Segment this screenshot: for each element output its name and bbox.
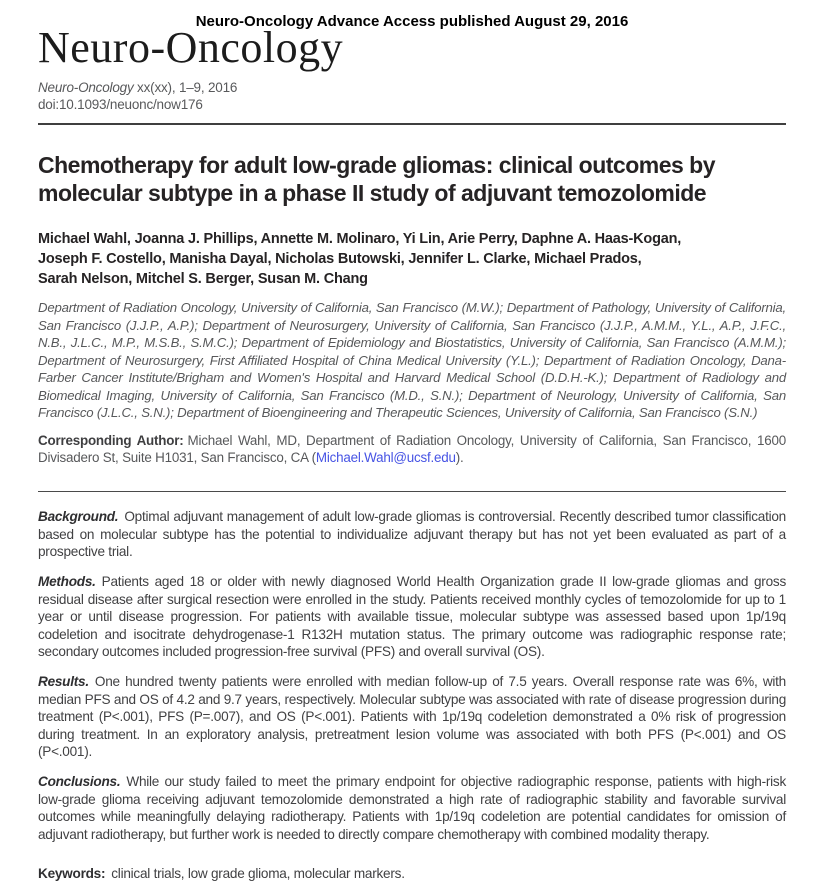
author-line: Sarah Nelson, Mitchel S. Berger, Susan M. Chang: [38, 271, 368, 287]
abstract-divider: [38, 491, 786, 492]
keywords-line: [38, 865, 786, 882]
abstract-section-conclusions: [38, 773, 786, 843]
corresponding-author-text-end: ).: [455, 450, 464, 466]
corresponding-author-label: Corresponding Author:: [38, 432, 184, 448]
affiliations: Department of Radiation Oncology, University of California, San Francisco (M.W.); Department of Pathology, University of California, San Francisco (J.J.P., A.P.); Department of Neurosurgery, University of California, San Francisco (J.J.P., A.M.M., Y.L., A.P., J.F.C., N.B., J.L.C., M.P., M.S.B., S.M.C.); Department of Epidemiology and Biostatistics, University of California, San Francisco (A.M.M.); Department of Neurosurgery, First Affiliated Hospital of China Medical University (Y.L.); Department of Radiation Oncology, Dana-Farber Cancer Institute/Brigham and Women's Hospital and Harvard Medical School (D.D.H.-K.); Department of Radiology and Biomedical Imaging, University of California, San Francisco (M.D., S.N.); Department of Neurology, University of California, San Francisco (J.L.C., S.N.); Department of Bioengineering and Therapeutic Sciences, University of California, San Francisco (S.N.): [38, 300, 786, 420]
abstract-section-background: [38, 508, 786, 560]
author-list: [38, 229, 786, 289]
abstract-section-methods: [38, 573, 786, 660]
header-divider: [38, 123, 786, 125]
corresponding-author: [38, 432, 786, 468]
section-label: Results.: [38, 674, 89, 690]
section-label: Conclusions.: [38, 774, 121, 790]
citation-line: [38, 79, 786, 96]
keywords-text: clinical trials, low grade glioma, molecular markers.: [111, 866, 405, 881]
section-text: Optimal adjuvant management of adult low-grade gliomas is controversial. Recently described tumor classification based on molecular subtype has the potential to individualize adjuvant therapy but has not yet been evaluated as part of a prospective trial.: [38, 509, 786, 559]
doi-line: doi:10.1093/neuonc/now176: [38, 97, 203, 112]
section-text: While our study failed to meet the primary endpoint for objective radiographic response, patients with high-risk low-grade glioma receiving adjuvant temozolomide demonstrated a high rate of radiographic stability and favorable survival outcomes while meaningfully delaying radiotherapy. Patients with 1p/19q codeletion are potential candidates for omission of adjuvant radiotherapy, but further work is needed to directly compare chemotherapy with combined modality therapy.: [38, 774, 786, 842]
advance-access-notice: Neuro-Oncology Advance Access published August 29, 2016: [195, 13, 629, 30]
corresponding-author-text: Michael Wahl, MD, Department of Radiation Oncology, University of California, San Francisco, 1600 Divisadero St, Suite H1031, San Francisco, CA (: [38, 432, 786, 466]
citation-issue-info: xx(xx), 1–9, 2016: [133, 80, 238, 95]
section-label: Methods.: [38, 574, 96, 590]
citation-journal-name: Neuro-Oncology: [38, 80, 134, 95]
abstract: [38, 508, 786, 882]
section-label: Background.: [38, 509, 119, 525]
author-line: Michael Wahl, Joanna J. Phillips, Annette M. Molinaro, Yi Lin, Arie Perry, Daphne A. Haas-Kogan,: [38, 231, 682, 247]
email-link[interactable]: Michael.Wahl@ucsf.edu: [315, 450, 456, 466]
article-title: Chemotherapy for adult low-grade gliomas: clinical outcomes by molecular subtype in a phase II study of adjuvant temozolomide: [38, 152, 716, 206]
author-line: Joseph F. Costello, Manisha Dayal, Nicholas Butowski, Jennifer L. Clarke, Michael Prados,: [38, 251, 642, 267]
section-text: Patients aged 18 or older with newly diagnosed World Health Organization grade II low-grade gliomas and gross residual disease after surgical resection were enrolled in the study. Patients received monthly cycles of temozolomide for up to 1 year or until disease progression. For patients with available tissue, molecular subtype was assessed based upon 1p/19q codeletion and isocitrate dehydrogenase-1 R132H mutation status. The primary outcome was radiographic response rate; secondary outcomes included progression-free survival (PFS) and overall survival (OS).: [38, 574, 786, 659]
abstract-section-results: [38, 673, 786, 760]
keywords-label: Keywords:: [38, 866, 106, 881]
section-text: One hundred twenty patients were enrolled with median follow-up of 7.5 years. Overall response rate was 6%, with median PFS and OS of 4.2 and 9.7 years, respectively. Molecular subtype was associated with rate of disease progression during treatment (P<.001), PFS (P=.007), and OS (P<.001). Patients with 1p/19q codeletion demonstrated a 0% risk of progression during treatment. In an exploratory analysis, pretreatment lesion volume was associated with both PFS (P<.001) and OS (P<.001).: [38, 674, 786, 759]
journal-masthead: Neuro-Oncology: [38, 23, 344, 72]
